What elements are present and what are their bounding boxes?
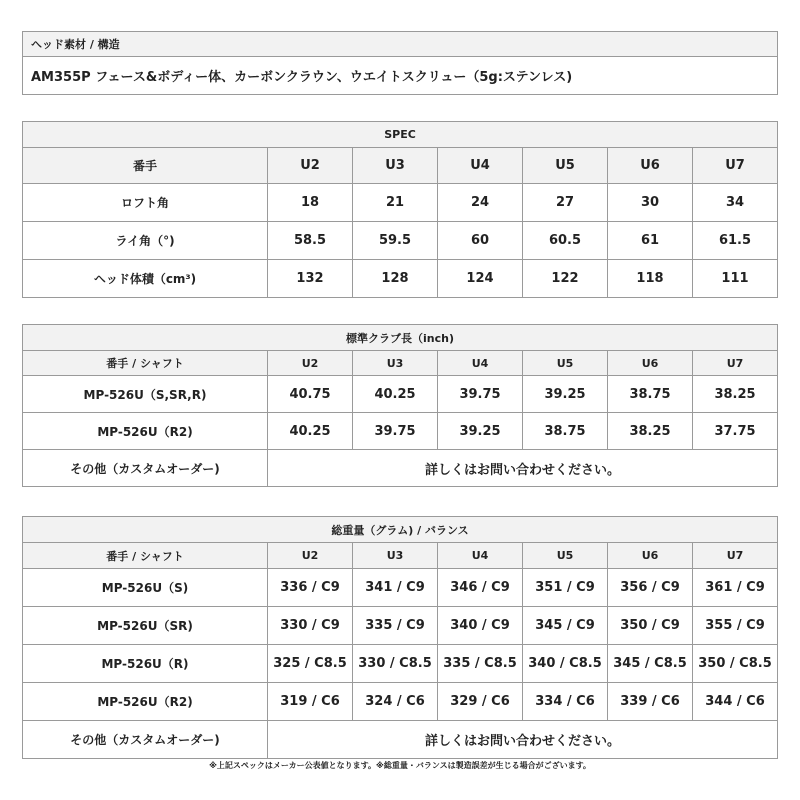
table-cell: 39.75 xyxy=(353,413,438,450)
table-cell: 340 / C9 xyxy=(438,607,523,645)
table-cell: 355 / C9 xyxy=(693,607,778,645)
table-cell: 27 xyxy=(523,184,608,222)
spec-title: SPEC xyxy=(23,122,778,148)
spec-col-header: 番手 xyxy=(23,148,268,184)
table-cell: 339 / C6 xyxy=(608,683,693,721)
weight-col-header: U4 xyxy=(438,543,523,569)
table-cell: 38.25 xyxy=(693,376,778,413)
table-cell: 344 / C6 xyxy=(693,683,778,721)
row-label: ライ角（°) xyxy=(23,222,268,260)
table-cell: 59.5 xyxy=(353,222,438,260)
table-row xyxy=(23,376,778,413)
table-cell: 330 / C9 xyxy=(268,607,353,645)
table-cell: 336 / C9 xyxy=(268,569,353,607)
table-cell: 350 / C8.5 xyxy=(693,645,778,683)
table-cell: 61 xyxy=(608,222,693,260)
table-cell: 38.25 xyxy=(608,413,693,450)
custom-order-label: その他（カスタムオーダー) xyxy=(23,721,268,759)
table-cell: 111 xyxy=(693,260,778,298)
spec-col-header: U2 xyxy=(268,148,353,184)
footnote: ※上記スペックはメーカー公表値となります。※総重量・バランスは製造誤差が生じる場合がございます。 xyxy=(209,761,591,770)
row-label: MP-526U（SR) xyxy=(23,607,268,645)
table-cell: 132 xyxy=(268,260,353,298)
table-cell: 39.75 xyxy=(438,376,523,413)
length-col-header: 番手 / シャフト xyxy=(23,351,268,376)
weight-col-header: U7 xyxy=(693,543,778,569)
weight-col-header: U2 xyxy=(268,543,353,569)
table-cell: 330 / C8.5 xyxy=(353,645,438,683)
table-cell: 37.75 xyxy=(693,413,778,450)
table-cell: 38.75 xyxy=(523,413,608,450)
weight-col-header: 番手 / シャフト xyxy=(23,543,268,569)
table-row xyxy=(23,222,778,260)
table-row xyxy=(23,683,778,721)
table-cell: 319 / C6 xyxy=(268,683,353,721)
table-cell: 329 / C6 xyxy=(438,683,523,721)
table-cell: 18 xyxy=(268,184,353,222)
custom-order-label: その他（カスタムオーダー) xyxy=(23,450,268,487)
table-cell: 39.25 xyxy=(438,413,523,450)
table-cell: 58.5 xyxy=(268,222,353,260)
row-label: MP-526U（S,SR,R) xyxy=(23,376,268,413)
table-cell: 340 / C8.5 xyxy=(523,645,608,683)
table-cell: 351 / C9 xyxy=(523,569,608,607)
table-cell: 60.5 xyxy=(523,222,608,260)
table-cell: 122 xyxy=(523,260,608,298)
head-material-title: ヘッド素材 / 構造 xyxy=(23,32,778,57)
table-cell: 21 xyxy=(353,184,438,222)
table-row xyxy=(23,413,778,450)
table-cell: 39.25 xyxy=(523,376,608,413)
table-cell: 335 / C8.5 xyxy=(438,645,523,683)
table-cell: 60 xyxy=(438,222,523,260)
table-row xyxy=(23,450,778,487)
table-cell: 350 / C9 xyxy=(608,607,693,645)
table-row xyxy=(23,260,778,298)
table-cell: 40.25 xyxy=(268,413,353,450)
table-cell: 335 / C9 xyxy=(353,607,438,645)
row-label: ヘッド体積（cm³) xyxy=(23,260,268,298)
spec-col-header: U3 xyxy=(353,148,438,184)
table-cell: 334 / C6 xyxy=(523,683,608,721)
length-col-header: U6 xyxy=(608,351,693,376)
table-cell: 34 xyxy=(693,184,778,222)
weight-balance-title: 総重量（グラム) / バランス xyxy=(23,517,778,543)
table-cell: 124 xyxy=(438,260,523,298)
head-material-table xyxy=(22,31,778,95)
row-label: MP-526U（R2) xyxy=(23,683,268,721)
table-cell: 61.5 xyxy=(693,222,778,260)
table-cell: 356 / C9 xyxy=(608,569,693,607)
spec-col-header: U5 xyxy=(523,148,608,184)
weight-col-header: U5 xyxy=(523,543,608,569)
custom-order-text: 詳しくはお問い合わせください。 xyxy=(268,450,778,487)
row-label: MP-526U（S) xyxy=(23,569,268,607)
weight-col-header: U3 xyxy=(353,543,438,569)
table-row xyxy=(23,607,778,645)
table-row xyxy=(23,184,778,222)
table-cell: 325 / C8.5 xyxy=(268,645,353,683)
table-cell: 345 / C8.5 xyxy=(608,645,693,683)
table-cell: 38.75 xyxy=(608,376,693,413)
table-cell: 40.75 xyxy=(268,376,353,413)
table-cell: 24 xyxy=(438,184,523,222)
table-cell: 324 / C6 xyxy=(353,683,438,721)
table-cell: 128 xyxy=(353,260,438,298)
length-col-header: U7 xyxy=(693,351,778,376)
spec-col-header: U7 xyxy=(693,148,778,184)
length-col-header: U3 xyxy=(353,351,438,376)
table-cell: 346 / C9 xyxy=(438,569,523,607)
table-row xyxy=(23,569,778,607)
custom-order-text: 詳しくはお問い合わせください。 xyxy=(268,721,778,759)
row-label: MP-526U（R2) xyxy=(23,413,268,450)
length-col-header: U5 xyxy=(523,351,608,376)
spec-col-header: U6 xyxy=(608,148,693,184)
table-cell: 361 / C9 xyxy=(693,569,778,607)
table-cell: 341 / C9 xyxy=(353,569,438,607)
length-col-header: U4 xyxy=(438,351,523,376)
club-length-table xyxy=(22,324,778,487)
row-label: MP-526U（R) xyxy=(23,645,268,683)
table-row xyxy=(23,645,778,683)
spec-col-header: U4 xyxy=(438,148,523,184)
weight-col-header: U6 xyxy=(608,543,693,569)
table-cell: 118 xyxy=(608,260,693,298)
table-cell: 345 / C9 xyxy=(523,607,608,645)
table-cell: 40.25 xyxy=(353,376,438,413)
length-col-header: U2 xyxy=(268,351,353,376)
table-row xyxy=(23,721,778,759)
club-length-title: 標準クラブ長（inch) xyxy=(23,325,778,351)
row-label: ロフト角 xyxy=(23,184,268,222)
spec-table xyxy=(22,121,778,298)
head-material-text: AM355P フェース&ボディー体、カーボンクラウン、ウエイトスクリュー（5g:ステンレス) xyxy=(23,57,778,95)
table-cell: 30 xyxy=(608,184,693,222)
weight-balance-table xyxy=(22,516,778,759)
